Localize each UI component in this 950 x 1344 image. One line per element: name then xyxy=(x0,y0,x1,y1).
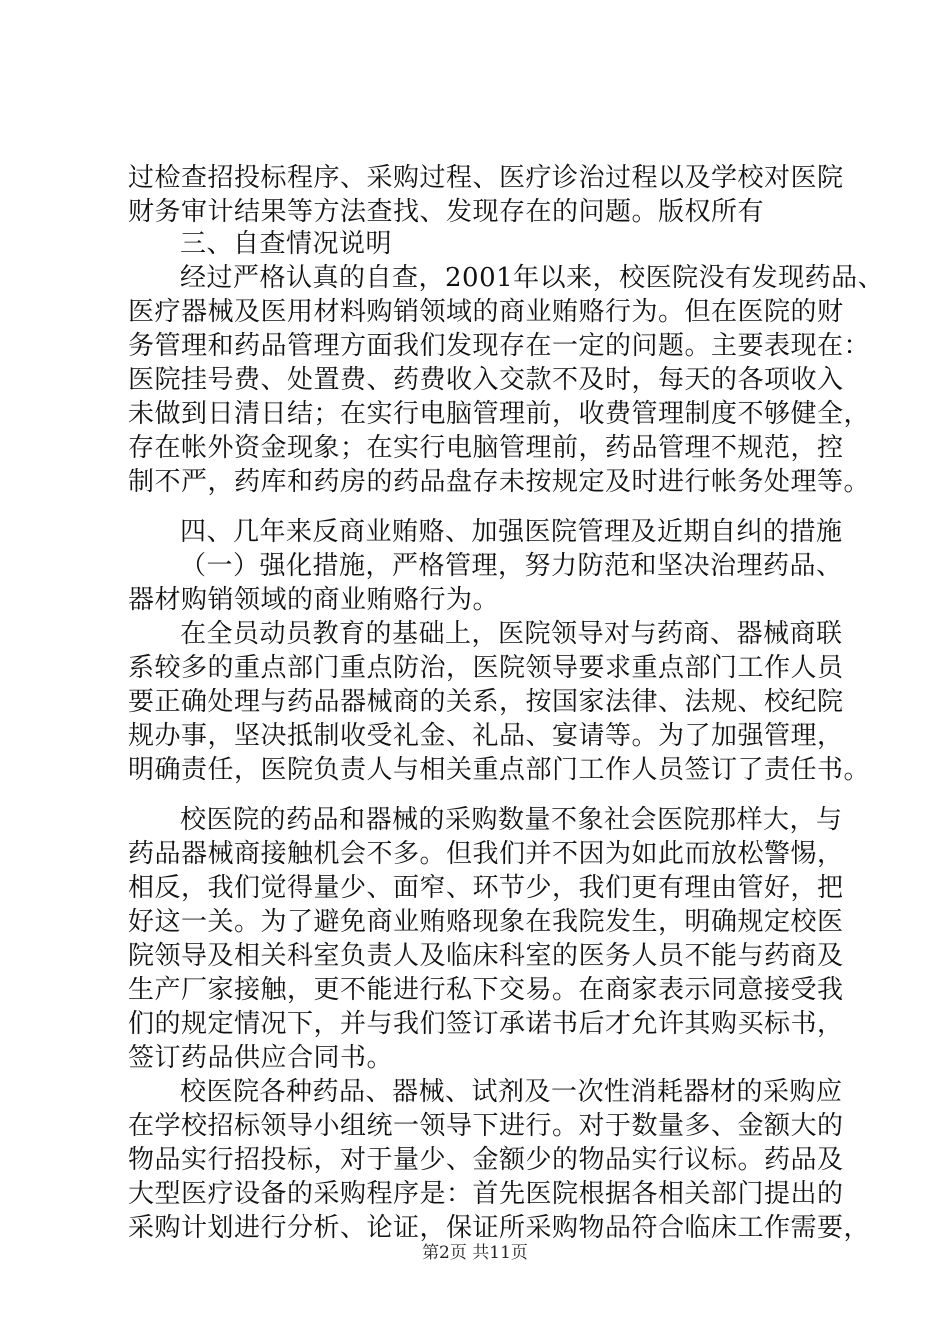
text-line: 四、几年来反商业贿赂、加强医院管理及近期自纠的措施 xyxy=(180,517,843,547)
text-line: 大型医疗设备的采购程序是：首先医院根据各相关部门提出的 xyxy=(128,1179,844,1209)
text-line: 在学校招标领导小组统一领导下进行。对于数量多、金额大的 xyxy=(128,1111,844,1141)
text-line: 签订药品供应合同书。 xyxy=(128,1043,394,1073)
text-line: 三、自查情况说明 xyxy=(180,229,393,259)
text-line: 好这一关。为了避免商业贿赂现象在我院发生，明确规定校医 xyxy=(128,907,844,937)
text-line: 器材购销领域的商业贿赂行为。 xyxy=(128,585,500,615)
text-line: 生产厂家接触，更不能进行私下交易。在商家表示同意接受我 xyxy=(128,975,844,1005)
text-line: 药品器械商接触机会不多。但我们并不因为如此而放松警惕， xyxy=(128,839,844,869)
text-line: 存在帐外资金现象；在实行电脑管理前，药品管理不规范，控 xyxy=(128,433,844,463)
text-line: 过检查招投标程序、采购过程、医疗诊治过程以及学校对医院 xyxy=(128,163,844,193)
text-line: 经过严格认真的自查，2001年以来，校医院没有发现药品、 xyxy=(180,263,885,293)
text-line: （一）强化措施，严格管理，努力防范和坚决治理药品、 xyxy=(180,551,843,581)
text-line: 务管理和药品管理方面我们发现存在一定的问题。主要表现在： xyxy=(128,331,871,361)
text-line: 明确责任，医院负责人与相关重点部门工作人员签订了责任书。 xyxy=(128,755,871,785)
text-line: 在全员动员教育的基础上，医院领导对与药商、器械商联 xyxy=(180,619,843,649)
text-line: 相反，我们觉得量少、面窄、环节少，我们更有理由管好，把 xyxy=(128,873,844,903)
text-line: 物品实行招投标，对于量少、金额少的物品实行议标。药品及 xyxy=(128,1145,844,1175)
text-line: 医院挂号费、处置费、药费收入交款不及时，每天的各项收入 xyxy=(128,365,844,395)
text-line: 财务审计结果等方法查找、发现存在的问题。版权所有 xyxy=(128,197,765,227)
text-line: 系较多的重点部门重点防治，医院领导要求重点部门工作人员 xyxy=(128,653,844,683)
page-number-footer: 第2页 共11页 xyxy=(422,1243,528,1263)
text-line: 未做到日清日结；在实行电脑管理前，收费管理制度不够健全， xyxy=(128,399,871,429)
text-line: 规办事，坚决抵制收受礼金、礼品、宴请等。为了加强管理， xyxy=(128,721,844,751)
text-line: 院领导及相关科室负责人及临床科室的医务人员不能与药商及 xyxy=(128,941,844,971)
text-line: 要正确处理与药品器械商的关系，按国家法律、法规、校纪院 xyxy=(128,687,844,717)
text-line: 校医院的药品和器械的采购数量不象社会医院那样大，与 xyxy=(180,805,843,835)
text-line: 校医院各种药品、器械、试剂及一次性消耗器材的采购应 xyxy=(180,1077,843,1107)
text-line: 们的规定情况下，并与我们签订承诺书后才允许其购买标书， xyxy=(128,1009,844,1039)
text-line: 采购计划进行分析、论证，保证所采购物品符合临床工作需要， xyxy=(128,1213,871,1243)
text-line: 制不严，药库和药房的药品盘存未按规定及时进行帐务处理等。 xyxy=(128,467,871,497)
text-line: 医疗器械及医用材料购销领域的商业贿赂行为。但在医院的财 xyxy=(128,297,844,327)
